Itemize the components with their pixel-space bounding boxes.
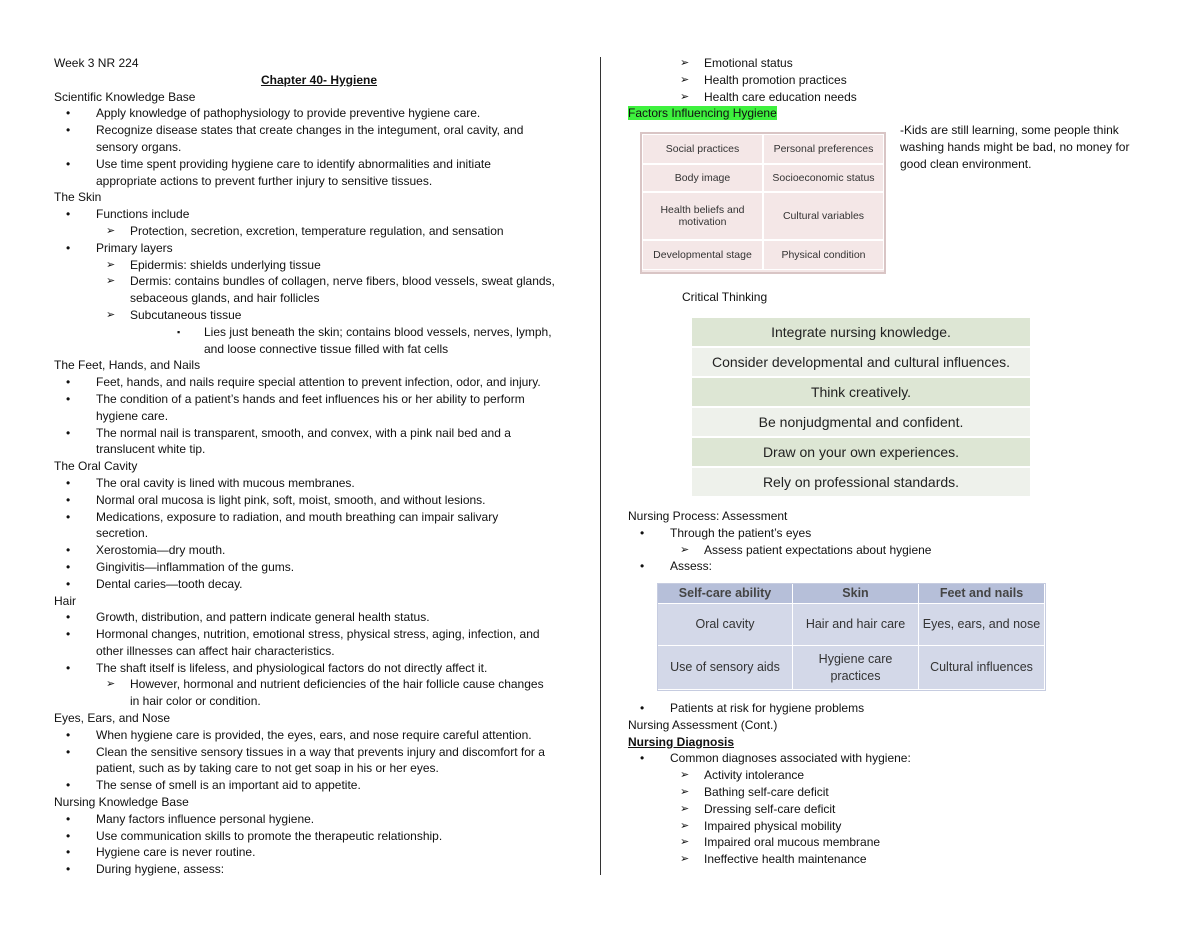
text-line: Nursing Assessment (Cont.) — [628, 717, 778, 732]
text-line: The Skin — [54, 190, 102, 205]
assessment-cell: Skin — [793, 584, 919, 604]
text-line: sensory organs. — [96, 139, 182, 154]
kids-note: -Kids are still learning, some people think washing hands might be bad, no money for good clean environment. — [900, 123, 1130, 171]
text-line: Nursing Diagnosis — [628, 734, 735, 749]
right-column-top — [628, 55, 1168, 105]
text-line: ➢ Activity intolerance — [628, 767, 1168, 784]
critical-thinking-row: Draw on your own experiences. — [692, 438, 1030, 466]
text-line: ▪ Lies just beneath the skin; contains blood vessels, nerves, lymph, — [54, 324, 584, 341]
text-line: translucent white tip. — [96, 442, 206, 457]
text-line: • Patients at risk for hygiene problems — [628, 700, 1168, 717]
text-line: • Use time spent providing hygiene care to identify abnormalities and initiate — [54, 156, 584, 173]
text-line: • Recognize disease states that create changes in the integument, oral cavity, and — [54, 122, 584, 139]
critical-thinking-label: Critical Thinking — [682, 290, 768, 304]
text-line: • Medications, exposure to radiation, and mouth breathing can impair salivary — [54, 509, 584, 526]
factor-cell: Developmental stage — [642, 240, 763, 270]
text-line: Nursing Process: Assessment — [628, 509, 788, 523]
assessment-cell: Self-care ability — [658, 584, 793, 604]
assessment-cell: Hair and hair care — [793, 604, 919, 646]
factor-cell: Socioeconomic status — [763, 164, 884, 192]
text-line: • Clean the sensitive sensory tissues in a way that prevents injury and discomfort for a — [54, 744, 584, 761]
factor-cell: Personal preferences — [763, 134, 884, 164]
text-line: • Growth, distribution, and pattern indicate general health status. — [54, 609, 584, 626]
right-column-mid — [628, 508, 1168, 575]
text-line: • When hygiene care is provided, the eyes, ears, and nose require careful attention. — [54, 727, 584, 744]
factor-cell: Physical condition — [763, 240, 884, 270]
text-line: ➢ Impaired physical mobility — [628, 818, 1168, 835]
factor-cell: Cultural variables — [763, 192, 884, 240]
text-line: Scientific Knowledge Base — [54, 89, 196, 104]
text-line: ➢ Impaired oral mucous membrane — [628, 834, 1168, 851]
critical-thinking-row: Be nonjudgmental and confident. — [692, 408, 1030, 436]
text-line: in hair color or condition. — [130, 694, 261, 709]
text-line: • The sense of smell is an important aid to appetite. — [54, 777, 584, 794]
text-line: • Use communication skills to promote the therapeutic relationship. — [54, 828, 584, 845]
critical-thinking-row: Consider developmental and cultural influences. — [692, 348, 1030, 376]
text-line: hygiene care. — [96, 408, 169, 423]
factors-heading: Factors Influencing Hygiene — [628, 106, 777, 120]
text-line: • Common diagnoses associated with hygiene: — [628, 750, 1168, 767]
text-line: • Normal oral mucosa is light pink, soft, moist, smooth, and without lesions. — [54, 492, 584, 509]
text-line: • Gingivitis—inflammation of the gums. — [54, 559, 584, 576]
factors-heading-wrap — [628, 105, 1168, 122]
text-line: appropriate actions to prevent further injury to sensitive tissues. — [96, 173, 433, 188]
assessment-cell: Cultural influences — [919, 646, 1045, 690]
text-line: • The condition of a patient’s hands and feet influences his or her ability to perform — [54, 391, 584, 408]
text-line: • Apply knowledge of pathophysiology to provide preventive hygiene care. — [54, 105, 584, 122]
text-line: • Feet, hands, and nails require special attention to prevent infection, odor, and injury. — [54, 374, 584, 391]
text-line: • Hormonal changes, nutrition, emotional stress, physical stress, aging, infection, and — [54, 626, 584, 643]
assessment-cell: Hygiene care practices — [793, 646, 919, 690]
text-line: ➢ Protection, secretion, excretion, temperature regulation, and sensation — [54, 223, 584, 240]
critical-thinking-list — [692, 318, 1030, 498]
text-line: • The shaft itself is lifeless, and physiological factors do not directly affect it. — [54, 660, 584, 677]
assessment-cell: Eyes, ears, and nose — [919, 604, 1045, 646]
text-line: • Through the patient’s eyes — [628, 525, 1168, 542]
text-line: • The oral cavity is lined with mucous membranes. — [54, 475, 584, 492]
text-line: The Feet, Hands, and Nails — [54, 358, 201, 373]
factor-cell: Health beliefs and motivation — [642, 192, 763, 240]
text-line: Chapter 40- Hygiene — [260, 72, 378, 87]
text-line: ➢ However, hormonal and nutrient deficiencies of the hair follicle cause changes — [54, 676, 584, 693]
assessment-cell: Feet and nails — [919, 584, 1045, 604]
text-line: ➢ Health promotion practices — [628, 72, 1168, 89]
text-line: • Assess: — [628, 558, 1168, 575]
text-line: • Xerostomia—dry mouth. — [54, 542, 584, 559]
text-line: ➢ Emotional status — [628, 55, 1168, 72]
text-line: patient, such as by taking care to not get soap in his or her eyes. — [96, 761, 439, 776]
text-line: Week 3 NR 224 — [54, 56, 139, 70]
assessment-grid — [657, 583, 1046, 691]
text-line: • The normal nail is transparent, smooth, and convex, with a pink nail bed and a — [54, 425, 584, 442]
text-line: ➢ Epidermis: shields underlying tissue — [54, 257, 584, 274]
text-line: • During hygiene, assess: — [54, 861, 584, 878]
text-line: • Functions include — [54, 206, 584, 223]
text-line: ➢ Health care education needs — [628, 89, 1168, 106]
critical-thinking-row: Think creatively. — [692, 378, 1030, 406]
text-line: ➢ Dressing self-care deficit — [628, 801, 1168, 818]
column-divider — [600, 57, 601, 875]
assessment-cell: Oral cavity — [658, 604, 793, 646]
text-line: • Many factors influence personal hygiene. — [54, 811, 584, 828]
text-line: ➢ Ineffective health maintenance — [628, 851, 1168, 868]
right-column-bottom — [628, 700, 1168, 868]
text-line: • Hygiene care is never routine. — [54, 844, 584, 861]
text-line: sebaceous glands, and hair follicles — [130, 291, 320, 306]
text-line: Hair — [54, 593, 77, 608]
text-line: ➢ Dermis: contains bundles of collagen, nerve fibers, blood vessels, sweat glands, — [54, 273, 584, 290]
text-line: • Dental caries—tooth decay. — [54, 576, 584, 593]
text-line: ➢ Bathing self-care deficit — [628, 784, 1168, 801]
text-line: ➢ Assess patient expectations about hygiene — [628, 542, 1168, 559]
text-line: Nursing Knowledge Base — [54, 795, 189, 810]
text-line: The Oral Cavity — [54, 459, 138, 474]
critical-thinking-row: Integrate nursing knowledge. — [692, 318, 1030, 346]
critical-thinking-row: Rely on professional standards. — [692, 468, 1030, 496]
text-line: secretion. — [96, 526, 149, 541]
text-line: • Primary layers — [54, 240, 584, 257]
assessment-cell: Use of sensory aids — [658, 646, 793, 690]
text-line: Eyes, Ears, and Nose — [54, 711, 171, 726]
factors-influencing-hygiene-table — [640, 132, 886, 274]
text-line: ➢ Subcutaneous tissue — [54, 307, 584, 324]
left-column — [54, 55, 584, 878]
factor-cell: Body image — [642, 164, 763, 192]
text-line: and loose connective tissue filled with fat cells — [204, 341, 449, 356]
text-line: other illnesses can affect hair characteristics. — [96, 643, 335, 658]
factor-cell: Social practices — [642, 134, 763, 164]
